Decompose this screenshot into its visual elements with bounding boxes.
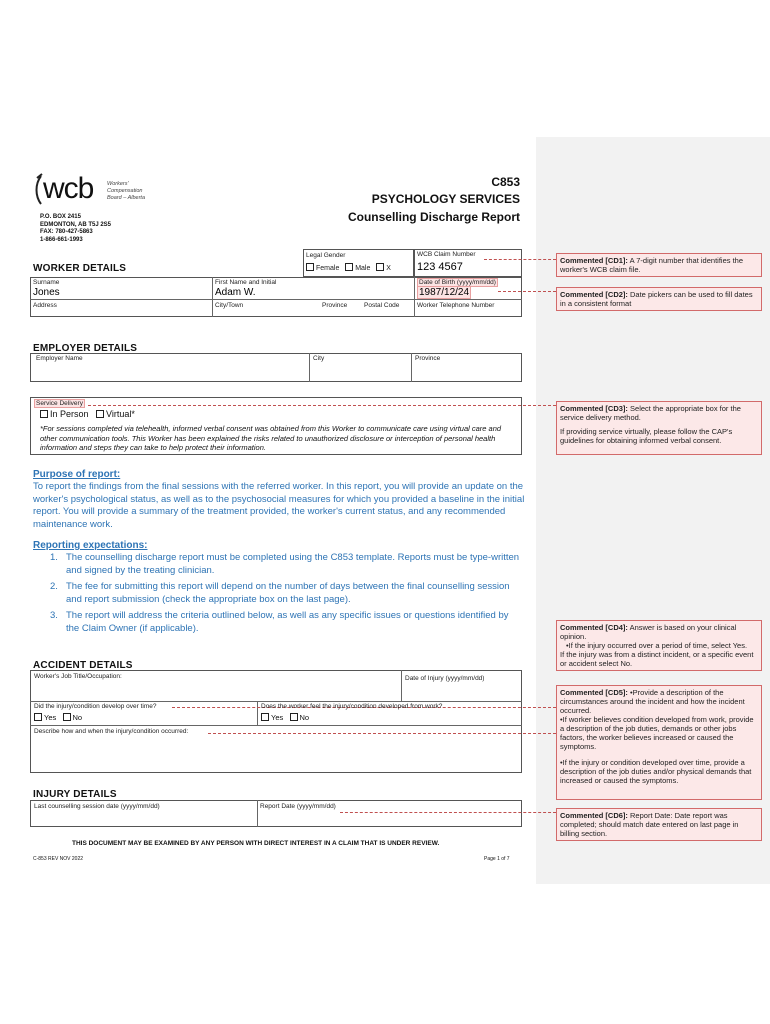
- address-label: Address: [33, 302, 57, 309]
- comment-tag: Commented [CD1]:: [560, 256, 628, 265]
- form-code: C853: [491, 175, 520, 189]
- divider: [30, 725, 522, 726]
- divider: [257, 701, 258, 725]
- from-work-yes-checkbox[interactable]: [261, 713, 269, 721]
- divider: [411, 353, 412, 382]
- over-time-options: [34, 713, 82, 722]
- telehealth-note: *For sessions completed via telehealth, informed verbal consent was obtained from this Worker to communicate care using virtual care and other communication tools. This Worker has been explained the risks related to unauthorized disclosure or interception of personal health information and steps they can take to help protect their information.: [40, 424, 502, 452]
- comment-tag: Commented [CD4]:: [560, 623, 628, 632]
- postal-code-label: Postal Code: [364, 302, 400, 309]
- address-line: FAX: 780-427-5863: [40, 229, 93, 235]
- x-label: X: [386, 265, 391, 272]
- address-line: EDMONTON, AB T5J 2S5: [40, 221, 112, 228]
- claim-number-label: [417, 251, 476, 258]
- comment-tag: Commented [CD3]:: [560, 404, 628, 413]
- address-line: 1-866-661-1993: [40, 236, 83, 243]
- divider: [414, 277, 415, 317]
- comment-cd4[interactable]: [556, 620, 762, 671]
- over-time-no-checkbox[interactable]: [63, 713, 71, 721]
- comment-bullet: •If worker believes condition developed from work, provide a description of the job duties, demands or other jobs factors, the worker believes increased or caused the symptoms.: [560, 715, 754, 751]
- expectations-heading: Reporting expectations:: [33, 540, 148, 551]
- address-line: P.O. BOX 2415: [40, 214, 81, 220]
- footer-rev: C-853 REV NOV 2022: [33, 856, 84, 862]
- service-options: [40, 409, 135, 419]
- comment-tag: Commented [CD6]:: [560, 811, 628, 820]
- logo-text: wcb: [43, 172, 94, 205]
- claim-number-input[interactable]: 123 4567: [417, 261, 463, 273]
- from-work-options: [261, 713, 309, 722]
- expectations-list: [50, 552, 522, 635]
- comment-text: If providing service virtually, please follow the CAP's guidelines for obtaining informed verbal consent.: [560, 427, 733, 445]
- cd6-connector: [340, 812, 556, 813]
- divider: [257, 800, 258, 827]
- claim-label-text: WCB Claim Number: [417, 251, 476, 258]
- logo-subtext: Workers' Compensation Board – Alberta: [107, 181, 146, 201]
- divider: [309, 353, 310, 382]
- comment-cd3[interactable]: [556, 401, 762, 455]
- divider: [401, 670, 402, 701]
- yes-label: Yes: [44, 713, 57, 722]
- yes-label: Yes: [271, 713, 284, 722]
- dob-label: [417, 279, 498, 286]
- phone-label: Worker Telephone Number: [417, 302, 495, 309]
- virtual-label: Virtual*: [106, 409, 135, 419]
- cd2-connector: [498, 291, 556, 292]
- divider: [212, 277, 213, 317]
- comment-text: Report Date: Date report was completed; should match date entered on last page in billing section.: [560, 811, 739, 838]
- x-checkbox[interactable]: [376, 263, 384, 271]
- expectation-item: 2. The fee for submitting this report will depend on the number of days between the final counselling session and report submission (check the appropriate box on the last page).: [50, 581, 510, 605]
- no-label: No: [299, 713, 310, 722]
- footer-page: Page 1 of 7: [484, 856, 510, 862]
- employer-details-title: EMPLOYER DETAILS: [33, 343, 138, 354]
- purpose-text: To report the findings from the final sessions with the referred worker. In this report, you will provide an update on the worker's psychological status, as well as to the psychosocial measures for which you provided a baseline in the initial report. You will provide a summary of the treatment provided, the worker's current status, and any recommended maintenance work.: [33, 481, 525, 530]
- comment-cd5[interactable]: [556, 685, 762, 800]
- footer-notice: THIS DOCUMENT MAY BE EXAMINED BY ANY PERSON WITH DIRECT INTEREST IN A CLAIM THAT IS UNDER REVIEW.: [72, 840, 440, 847]
- legal-gender-label: Legal Gender: [306, 252, 346, 259]
- surname-label: Surname: [33, 279, 60, 286]
- dob-label-text: Date of Birth (yyyy/mm/dd): [419, 279, 496, 286]
- expectation-item-text: The report will address the criteria outlined below, as well as any specific issues or questions identified by the Claim Owner (if applicable).: [66, 610, 509, 634]
- over-time-text: Did the injury/condition develop over time?: [34, 703, 157, 710]
- surname-input[interactable]: Jones: [33, 287, 60, 298]
- dob-input[interactable]: [417, 287, 471, 298]
- from-work-no-checkbox[interactable]: [290, 713, 298, 721]
- cd5-connector: [208, 733, 556, 734]
- comment-text: Select the appropriate box for the service delivery method.: [560, 404, 741, 422]
- service-delivery-label: [34, 400, 85, 407]
- comment-text: •Provide a description of the circumstances around the incident and how the incident occurred.: [560, 688, 745, 715]
- employer-table: [30, 353, 522, 382]
- female-checkbox[interactable]: [306, 263, 314, 271]
- expectation-item-text: The fee for submitting this report will depend on the number of days between the final counselling session and report submission (check the appropriate box on the last page).: [66, 581, 510, 605]
- service-delivery-label-text: Service Delivery: [36, 400, 83, 407]
- comment-cd2[interactable]: [556, 287, 762, 311]
- cd1-connector: [484, 259, 556, 260]
- employer-name-label: Employer Name: [36, 355, 83, 362]
- accident-details-title: ACCIDENT DETAILS: [33, 660, 133, 671]
- expectation-item: 1. The counselling discharge report must be completed using the C853 template. Reports must be type-written and signed by the treating clinician.: [50, 552, 520, 576]
- province-label: Province: [322, 302, 348, 309]
- purpose-heading: Purpose of report:: [33, 469, 121, 480]
- comment-tag: Commented [CD2]:: [560, 290, 628, 299]
- injury-date-label: Date of Injury (yyyy/mm/dd): [405, 675, 485, 682]
- describe-label: Describe how and when the injury/condition occurred:: [34, 728, 189, 735]
- expectation-item-text: The counselling discharge report must be completed using the C853 template. Reports must be type-written and signed by the treating clinician.: [66, 552, 520, 576]
- injury-details-title: INJURY DETAILS: [33, 789, 117, 800]
- in-person-label: In Person: [50, 409, 89, 419]
- comment-text: Date pickers can be used to fill dates in a consistent format: [560, 290, 753, 308]
- first-name-label: First Name and Initial: [215, 279, 277, 286]
- divider: [30, 299, 522, 300]
- female-label: Female: [316, 265, 340, 272]
- over-time-label: [34, 703, 156, 710]
- in-person-checkbox[interactable]: [40, 410, 48, 418]
- virtual-checkbox[interactable]: [96, 410, 104, 418]
- first-name-input[interactable]: Adam W.: [215, 287, 256, 298]
- comment-cd1[interactable]: [556, 253, 762, 277]
- service-title: PSYCHOLOGY SERVICES: [371, 192, 520, 206]
- comment-text: A 7-digit number that identifies the worker's WCB claim file.: [560, 256, 743, 274]
- expectation-item: 3. The report will address the criteria outlined below, as well as any specific issues or questions identified by the Claim Owner (if applicable).: [50, 610, 509, 634]
- address-block: [40, 214, 111, 244]
- divider: [30, 701, 522, 702]
- city-label: City/Town: [215, 302, 244, 309]
- comment-text: Answer is based on your clinical opinion.: [560, 623, 737, 641]
- last-session-label: Last counselling session date (yyyy/mm/dd): [34, 803, 160, 810]
- dob-value: 1987/12/24: [419, 287, 470, 298]
- employer-city-label: City: [313, 355, 325, 362]
- report-date-label: Report Date (yyyy/mm/dd): [260, 803, 336, 810]
- cd3-connector: [88, 405, 556, 406]
- comment-cd6[interactable]: [556, 808, 762, 841]
- employer-province-label: Province: [415, 355, 441, 362]
- gender-options: [306, 263, 391, 272]
- job-title-label: Worker's Job Title/Occupation:: [34, 673, 122, 680]
- wcb-logo: [33, 172, 153, 208]
- report-title: Counselling Discharge Report: [347, 210, 520, 224]
- comment-text: If the injury was from a distinct incident, or a specific event or accident select No.: [560, 650, 754, 668]
- over-time-yes-checkbox[interactable]: [34, 713, 42, 721]
- worker-details-title: WORKER DETAILS: [33, 263, 127, 274]
- from-work-label: Does the worker feel the injury/condition developed from work?: [261, 703, 443, 710]
- comment-bullet: •If the injury occurred over a period of time, select Yes.: [566, 641, 748, 650]
- comment-bullet: •If the injury or condition developed over time, provide a description of the job duties and/or physical demands that increased or caused the symptoms.: [560, 758, 752, 785]
- male-checkbox[interactable]: [345, 263, 353, 271]
- comment-tag: Commented [CD5]:: [560, 688, 628, 697]
- no-label: No: [72, 713, 83, 722]
- male-label: Male: [355, 265, 371, 272]
